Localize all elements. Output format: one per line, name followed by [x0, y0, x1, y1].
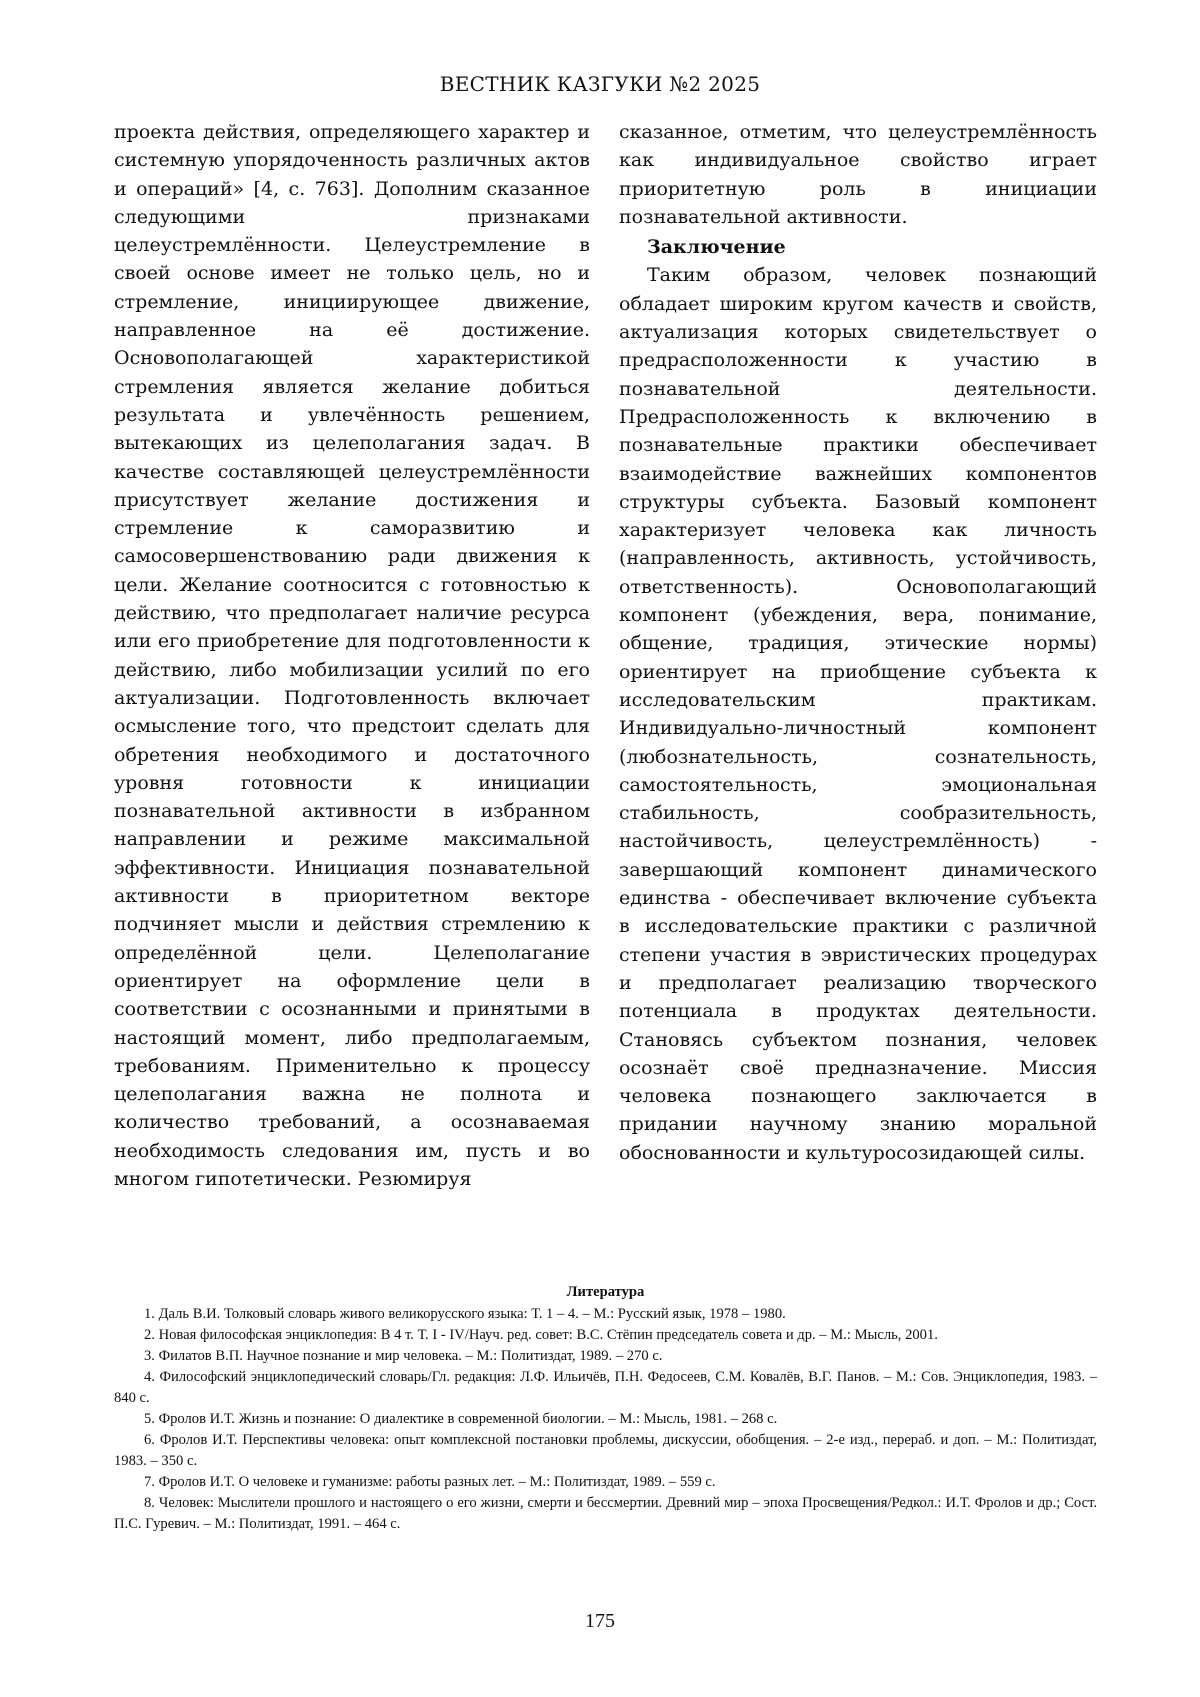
body-paragraph: Таким образом, человек познающий обладает широким кругом качеств и свойств, актуализация которых свидетельствует о предрасположенности к участию в познавательной деятельности. Предрасположенность к включению в познавательные практики обеспечивает взаимодействие важнейших компонентов структуры субъекта. Базовый компонент характеризует человека как личность (направленность, активность, устойчивость, ответственность). Основополагающий компонент (убеждения, вера, понимание, общение, традиция, этические нормы) ориентирует на приобщение субъекта к исследовательским практикам. Индивидуально-личностный компонент (любознательность, сознательность, самостоятельность, эмоциональная стабильность, сообразительность, настойчивость, целеустремлённость) - завершающий компонент динамического единства - обеспечивает включение субъекта в исследовательские практики с различной степени участия в эвристических процедурах и предполагает реализацию творческого потенциала в продуктах деятельности. Становясь субъектом познания, человек осознаёт своё предназначение. Миссия человека познающего заключается в придании научному знанию моральной обоснованности и культуросозидающей силы.	[619, 264, 1097, 1164]
right-column	[619, 118, 1097, 1167]
reference-item: 3. Филатов В.П. Научное познание и мир человека. – М.: Политиздат, 1989. – 270 с.	[144, 1348, 663, 1364]
reference-item: 6. Фролов И.Т. Перспективы человека: опыт комплексной постановки проблемы, дискуссии, обобщения. – 2-е изд., перераб. и доп. – М.: Политиздат, 1983. – 350 с.	[114, 1432, 1097, 1469]
references-title: Литература	[566, 1284, 645, 1300]
references-list	[114, 1304, 1097, 1535]
body-paragraph: сказанное, отметим, что целеустремлённость как индивидуальное свойство играет приоритетную роль в инициации познавательной активности.	[619, 121, 1097, 228]
reference-item: 2. Новая философская энциклопедия: В 4 т. Т. I - IV/Науч. ред. совет: В.С. Стёпин председатель совета и др. – М.: Мысль, 2001.	[144, 1327, 938, 1343]
page-number: 175	[585, 1610, 615, 1632]
reference-item: 7. Фролов И.Т. О человеке и гуманизме: работы разных лет. – М.: Политиздат, 1989. – 559 с.	[144, 1474, 716, 1490]
reference-item: 4. Философский энциклопедический словарь/Гл. редакция: Л.Ф. Ильичёв, П.Н. Федосеев, С.М. Ковалёв, В.Г. Панов. – М.: Сов. Энциклопедия, 1983. – 840 с.	[114, 1369, 1097, 1406]
reference-item: 8. Человек: Мыслители прошлого и настоящего о его жизни, смерти и бессмертии. Древний мир – эпоха Просвещения/Редкол.: И.Т. Фролов и др.; Сост. П.С. Гуревич. – М.: Политиздат, 1991. – 464 с.	[114, 1495, 1097, 1532]
section-heading: Заключение	[647, 236, 786, 259]
journal-header: ВЕСТНИК КАЗГУКИ №2 2025	[439, 72, 761, 96]
body-paragraph: проекта действия, определяющего характер и системную упорядоченность различных актов и операций» [4, с. 763]. Дополним сказанное следующими признаками целеустремлённости. Целеустремление в своей основе имеет не только цель, но и стремление, инициирующее движение, направленное на её достижение. Основополагающей характеристикой стремления является желание добиться результата и увлечённость решением, вытекающих из целеполагания задач. В качестве составляющей целеустремлённости присутствует желание достижения и стремление к саморазвитию и самосовершенствованию ради движения к цели. Желание соотносится с готовностью к действию, что предполагает наличие ресурса или его приобретение для подготовленности к действию, либо мобилизации усилий по его актуализации. Подготовленность включает осмысление того, что предстоит сделать для обретения необходимого и достаточного уровня готовности к инициации познавательной активности в избранном направлении и режиме максимальной эффективности. Инициация познавательной активности в приоритетном векторе подчиняет мысли и действия стремлению к определённой цели. Целеполагание ориентирует на оформление цели в соответствии с осознанными и принятыми в настоящий момент, либо предполагаемым, требованиям. Применительно к процессу целеполагания важна не полнота и количество требований, а осознаваемая необходимость следования им, пусть и во многом гипотетически. Резюмируя	[114, 121, 590, 1190]
left-column	[114, 118, 590, 1193]
references-section	[114, 1282, 1097, 1535]
reference-item: 5. Фролов И.Т. Жизнь и познание: О диалектике в современной биологии. – М.: Мысль, 1981. – 268 с.	[144, 1411, 778, 1427]
reference-item: 1. Даль В.И. Толковый словарь живого великорусского языка: Т. 1 – 4. – М.: Русский язык, 1978 – 1980.	[144, 1306, 786, 1322]
